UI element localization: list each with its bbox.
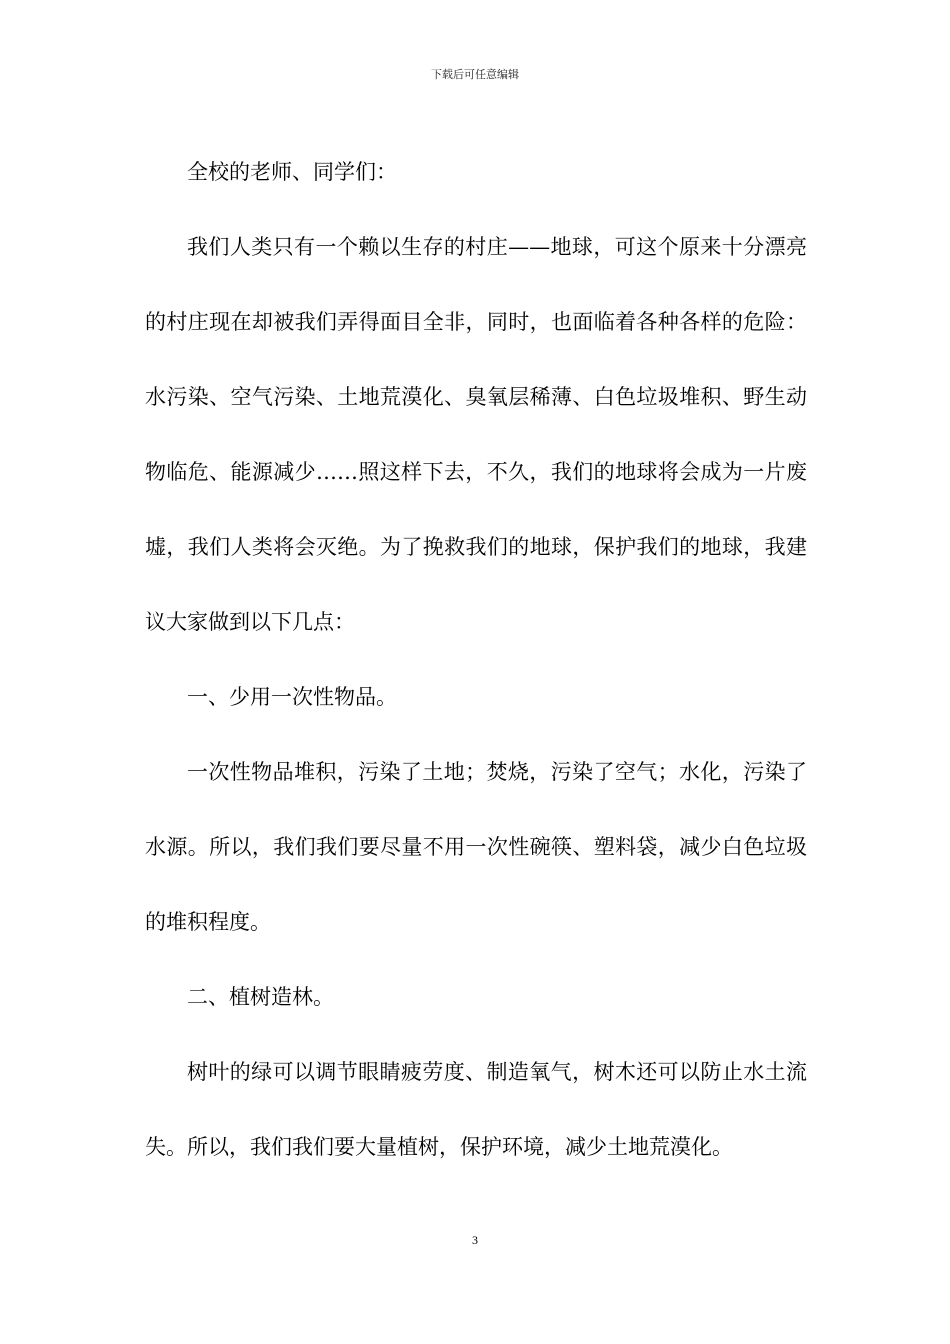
paragraph-point-one-heading: 一、少用一次性物品。 (187, 685, 397, 709)
paragraph-point-one-body: 一次性物品堆积，污染了土地；焚烧，污染了空气；水化，污染了水源。所以，我们我们要尽量不用一次性碗筷、塑料袋，减少白色垃圾的堆积程度。 (145, 760, 807, 934)
paragraph-intro: 我们人类只有一个赖以生存的村庄——地球，可这个原来十分漂亮的村庄现在却被我们弄得面目全非，同时，也面临着各种各样的危险：水污染、空气污染、土地荒漠化、臭氧层稀薄、白色垃圾堆积、野生动物临危、能源减少……照这样下去，不久，我们的地球将会成为一片废墟，我们人类将会灭绝。为了挽救我们的地球，保护我们的地球，我建议大家做到以下几点： (145, 235, 807, 634)
paragraph-point-two-heading: 二、植树造林。 (187, 985, 334, 1009)
page-header: 下载后可任意编辑 (431, 68, 519, 81)
page-number: 3 (472, 1233, 478, 1247)
paragraph-salutation: 全校的老师、同学们： (187, 160, 397, 184)
paragraph-point-two-body: 树叶的绿可以调节眼睛疲劳度、制造氧气，树木还可以防止水土流失。所以，我们我们要大量植树，保护环境，减少土地荒漠化。 (145, 1060, 807, 1159)
document-body (145, 135, 807, 1185)
